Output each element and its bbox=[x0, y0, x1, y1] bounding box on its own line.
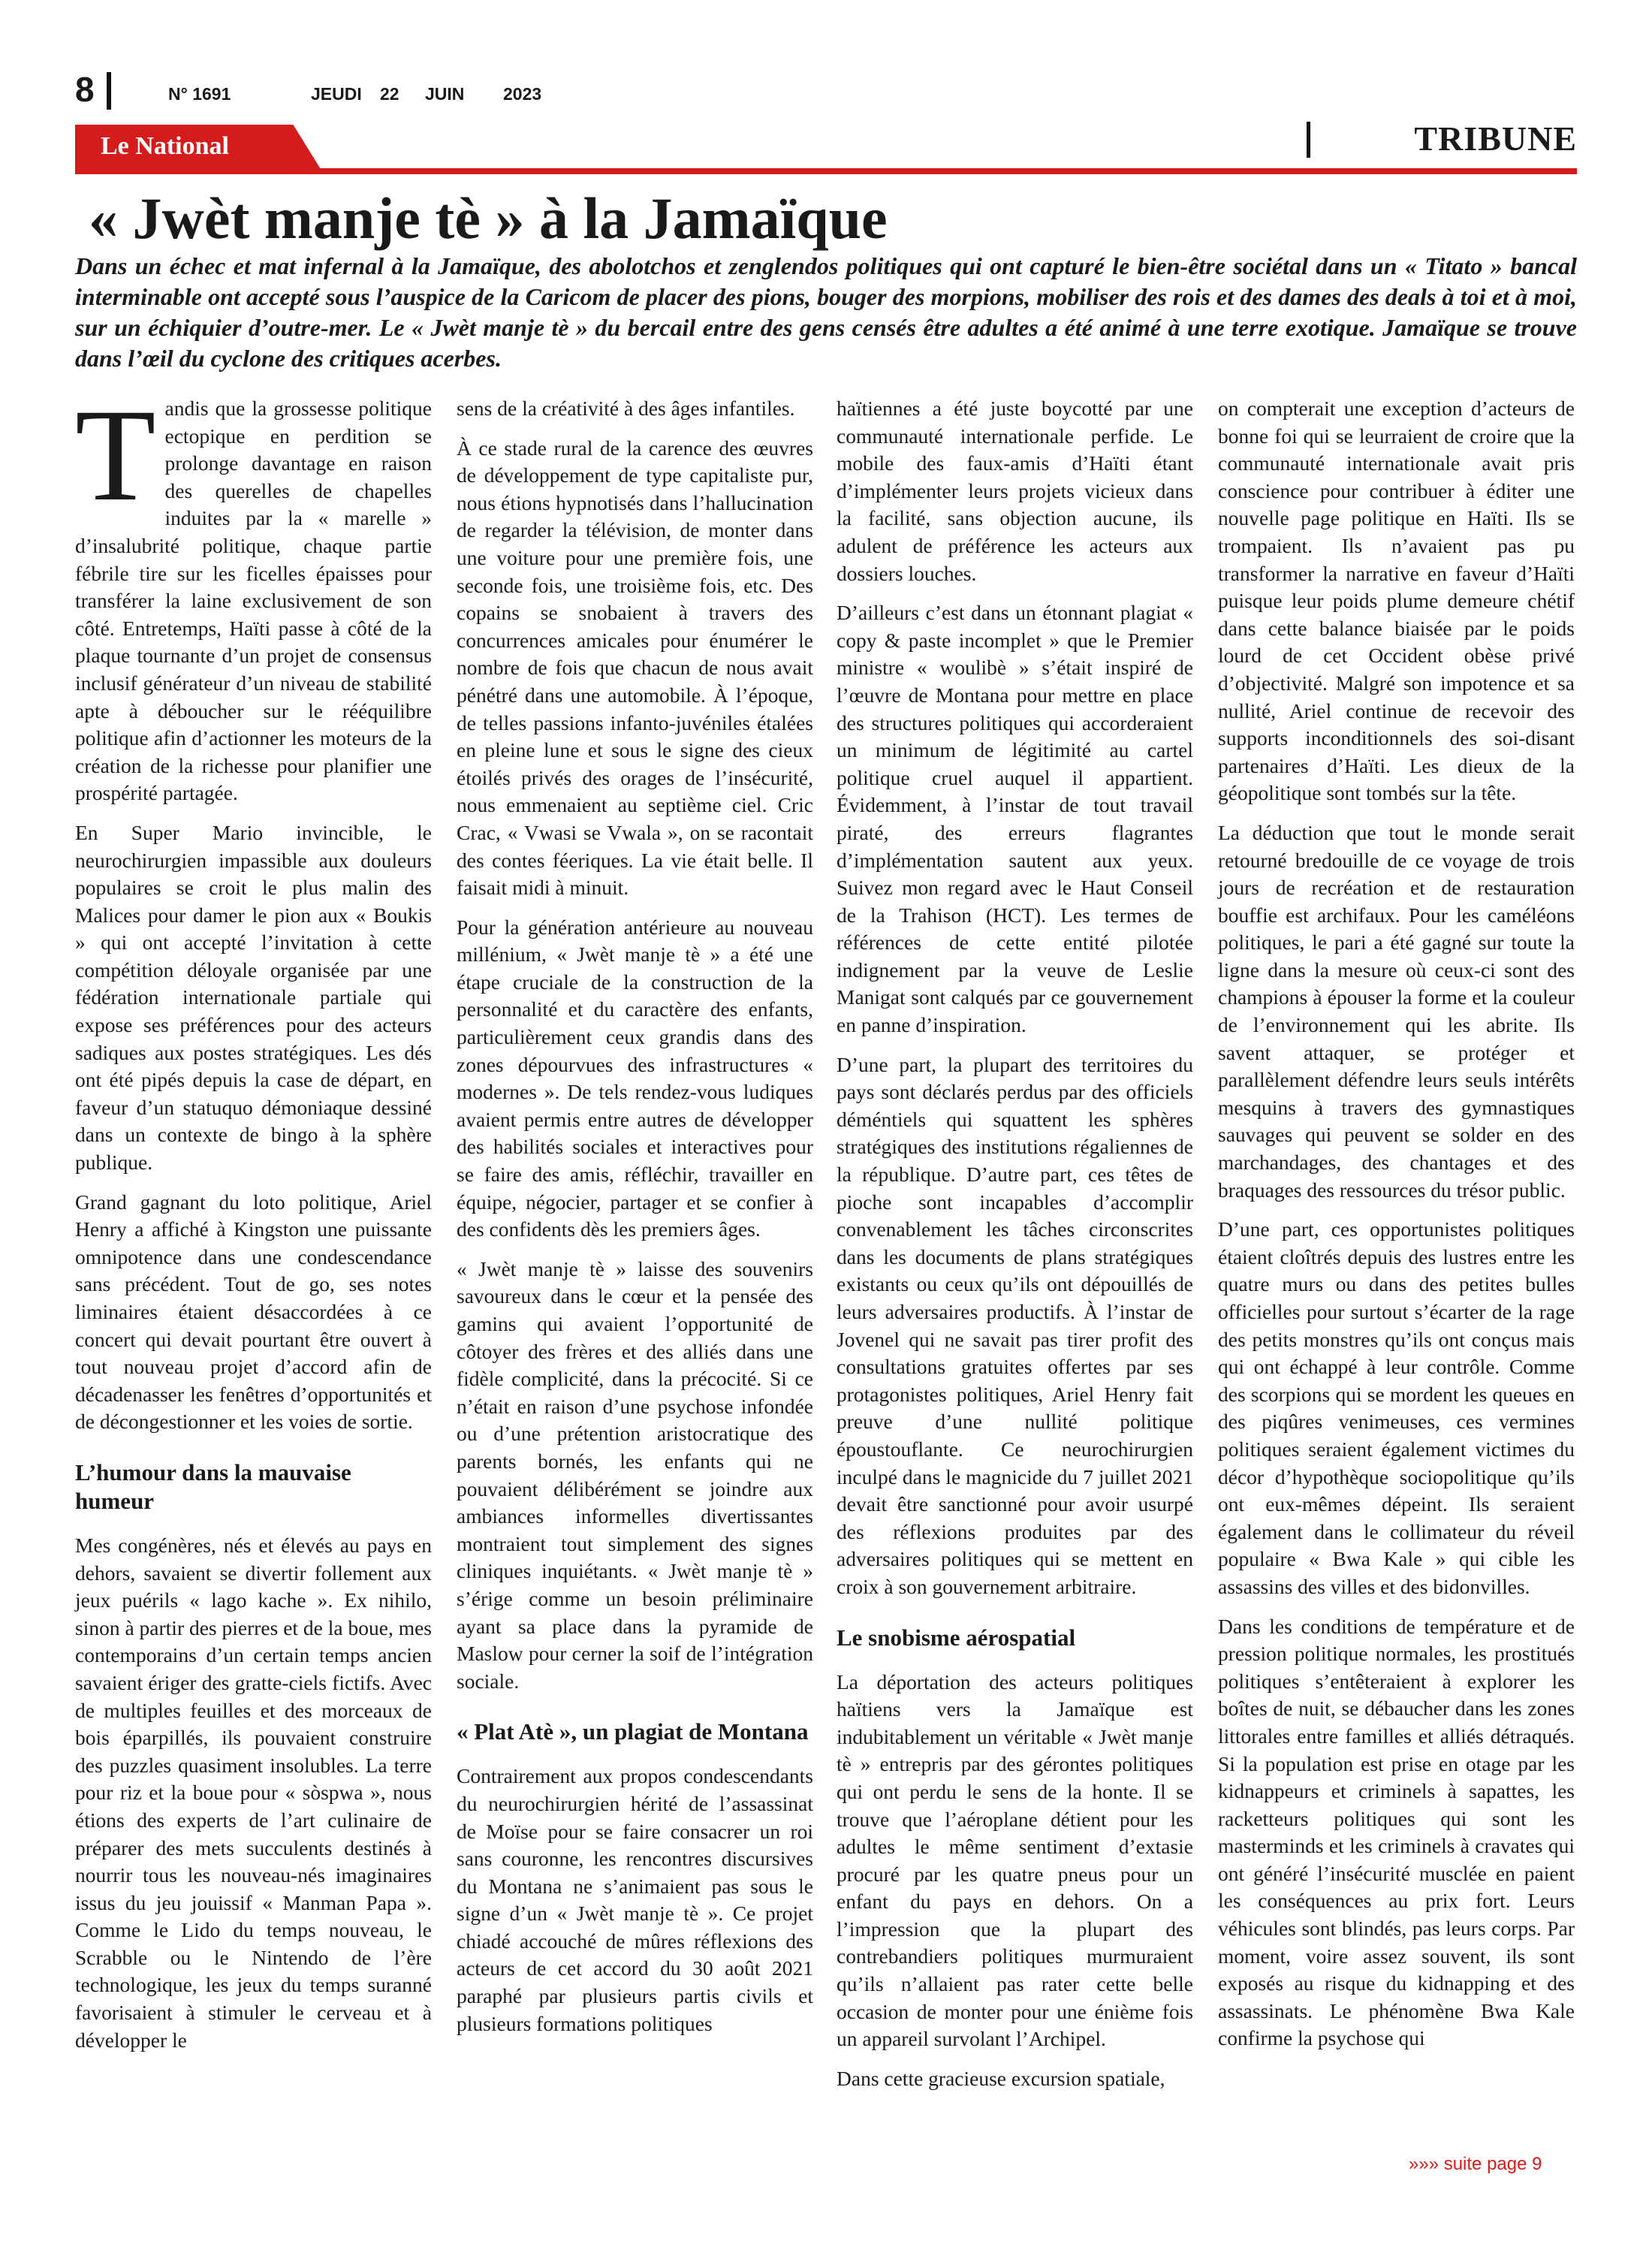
page-number: 8 bbox=[75, 70, 95, 109]
paragraph: Grand gagnant du loto politique, Ariel Henry a affiché à Kingston une puissante omnipotence dans une condescendance sans précédent. Tout de go, ses notes liminaires étaient désaccordées à ce concert qui devait pourtant être ouvert à tout nouveau projet d’accord afin de décadenasser les fenêtres d’opportunités et de décongestionner et les voies de sortie. bbox=[75, 1190, 432, 1434]
paragraph: Pour la génération antérieure au nouveau millénium, « Jwèt manje tè » a été une étape cruciale de la construction de la personnalité et du caractère des enfants, particulièrement ceux grandis dans des zones dépourvues des infrastructures « modernes ». De tels rendez-vous ludiques avaient permis entre autres de développer des habilités sociales et interactives pour se faire des amis, réfléchir, travailler en équipe, négocier, partager et se confier à des confidents dès les premiers âges. bbox=[457, 915, 813, 1241]
paragraph: sens de la créativité à des âges infantiles. bbox=[457, 397, 795, 420]
article-column-2 bbox=[457, 395, 813, 2049]
paragraph-text: andis que la grossesse politique ectopique en perdition se prolonge davantage en raison des querelles de chapelles induites par la « marelle » d’insalubrité politique, chaque partie fébrile tire sur les ficelles épaisses pour transférer la laine exclusivement de son côté. Entretemps, Haïti passe à côté de la plaque tournante d’un projet de consensus inclusif générateur d’un niveau de stabilité apte à déboucher sur le rééquilibre politique afin d’actionner les moteurs de la création de la richesse pour planifier une prospérité partagée. bbox=[75, 397, 432, 805]
paragraph: on compterait une exception d’acteurs de bonne foi qui se leurraient de croire que la communauté internationale avait pris conscience pour contribuer à éditer une nouvelle page politique en Haïti. Ils se trompaient. Ils n’avaient pas pu transformer la narrative en faveur d’Haïti puisque leur poids plume demeure chétif dans cette balance biaisée par le poids lourd de cet Occident obèse privé d’objectivité. Malgré son impotence et sa nullité, Ariel continue de recevoir des supports inconditionnels des soi-disant partenaires d’Haïti. Les dieux de la géopolitique sont tombés sur la tête. bbox=[1218, 397, 1575, 805]
header-rule bbox=[75, 168, 1577, 174]
issue-day: JEUDI bbox=[311, 84, 362, 104]
issue-number: N° 1691 bbox=[168, 84, 231, 104]
paragraph: Mes congénères, nés et élevés au pays en dehors, savaient se divertir follement aux jeux puérils « lago kache ». Ex nihilo, sinon à partir des pierres et de la boue, mes contemporains d’un certain temps ancien savaient ériger des gratte-ciels fictifs. Avec de multiples feuilles et des morceaux de bois éparpillés, ils pouvaient construire des puzzles quasiment insolubles. La terre pour riz et la boue pour « sòspwa », nous étions des experts de l’art culinaire de préparer des mets succulents destinés à nourrir tous les nouveau-nés imaginaires issus du jeu jouissif « Manman Papa ». Comme le Lido du temps nouveau, le Scrabble ou le Nintendo de l’ère technologique, les jeux du temps suranné favorisaient à stimuler le cerveau et à développer le bbox=[75, 1533, 432, 2052]
issue-year: 2023 bbox=[503, 84, 542, 104]
continuation-link[interactable]: »»» suite page 9 bbox=[1409, 2154, 1542, 2174]
section-label: TRIBUNE bbox=[1414, 119, 1577, 158]
paragraph: D’une part, ces opportunistes politiques étaient cloîtrés depuis des lustres entre les quatre murs ou dans des petites bulles officielles pour surtout s’écarter de la rage des petits monstres qu’ils ont conçus mais qui ont échappé à leur contrôle. Comme des scorpions qui se mordent les queues en des piqûres venimeuses, ces vermines politiques seraient également victimes du décor d’hypothèque sociopolitique qu’ils ont eux-mêmes dépeint. Ils seraient également dans le collimateur du réveil populaire « Bwa Kale » qui cible les assassins des villes et des bidonvilles. bbox=[1218, 1217, 1575, 1598]
article-column-1 bbox=[75, 382, 432, 2066]
paragraph: D’ailleurs c’est dans un étonnant plagiat « copy & paste incomplet » que le Premier ministre « woulibè » s’était inspiré de l’œuvre de Montana pour mettre en place des structures politiques qui accorderaient un minimum de légitimité au cartel politique cruel auquel il appartient. Évidemment, à l’instar de tout travail piraté, des erreurs flagrantes d’implémentation sautent aux yeux. Suivez mon regard avec le Haut Conseil de la Trahison (HCT). Les termes de références de cette entité pilotée indignement par la veuve de Leslie Manigat sont calqués par ce gouvernement en panne d’inspiration. bbox=[837, 601, 1193, 1037]
paragraph: Dans cette gracieuse excursion spatiale, bbox=[837, 2066, 1165, 2090]
paragraph: Contrairement aux propos condescendants du neurochirurgien hérité de l’assassinat de Moïse pour se faire consacrer un roi sans couronne, les rencontres discursives du Montana ne s’animaient pas sous le signe d’un « Jwèt manje tè ». Ce projet chiadé accouché de mûres réflexions des acteurs de cet accord du 30 août 2021 paraphé par plusieurs partis civils et plusieurs formations politiques bbox=[457, 1764, 813, 2035]
paragraph: La déduction que tout le monde serait retourné bredouille de ce voyage de trois jours de recréation et de restauration bouffie est archifaux. Pour les caméléons politiques, le pari a été gagné sur toute la ligne dans la mesure où ceux-ci sont des champions à épouser la forme et la couleur de l’environnement qui les abrite. Ils savent attaquer, se protéger et parallèlement défendre leurs seuls intérêts mesquins à travers des gymnastiques sauvages qui peuvent se solder en des marchandages, des chantages et des braquages des ressources du trésor public. bbox=[1218, 820, 1575, 1202]
article-column-3 bbox=[837, 395, 1193, 2104]
subheading: Le snobisme aérospatial bbox=[837, 1624, 1076, 1651]
paragraph: À ce stade rural de la carence des œuvres de développement de type capitaliste pur, nous étions hypnotisés dans l’hallucination de regarder la télévision, de monter dans une voiture pour une première fois, une seconde fois, une troisième fois, etc. Des copains se snobaient à travers des concurrences amicales pour énumérer le nombre de fois que chacun de nous avait pénétré dans une automobile. À l’époque, de telles passions infanto-juvéniles étalées en pleine lune et sous le signe des cieux étoilés privés des orages de l’insécurité, nous emmenaient au septième ciel. Cric Crac, « Vwasi se Vwala », on se racontait des contes féeriques. La vie était belle. Il faisait midi à minuit. bbox=[457, 436, 813, 900]
article-title: « Jwèt manje tè » à la Jamaïque bbox=[89, 185, 888, 251]
subheading: L’humour dans la mauvaise humeur bbox=[75, 1458, 351, 1514]
paragraph bbox=[75, 382, 432, 807]
article-lead: Dans un échec et mat infernal à la Jamaïque, des abolotchos et zenglendos politiques qui ont capturé le bien-être sociétal dans un « Titato » bancal interminable ont accepté sous l’auspice de la Caricom de placer des pions, bouger des morpions, mobiliser des rois et des dames des deals à toi et à moi, sur un échiquier d’outre-mer. Le « Jwèt manje tè » du bercail entre des gens censés être adultes a été animé à une terre exotique. Jamaïque se trouve dans l’œil du cyclone des critiques acerbes. bbox=[75, 252, 1577, 372]
paragraph: D’une part, la plupart des territoires du pays sont déclarés perdus par des officiels déméntiels qui squattent les sphères stratégiques des institutions régaliennes de la république. D’autre part, ces têtes de pioche sont incapables d’accomplir convenablement les tâches circonscrites dans les documents de plans stratégiques existants ou ceux qu’ils ont dépouillés de leurs adversaires productifs. À l’instar de Jovenel qui ne savait pas tirer profit des consultations gratuites offertes par ses protagonistes politiques, Ariel Henry fait preuve d’une nullité politique époustouflante. Ce neurochirurgien inculpé dans le magnicide du 7 juillet 2021 devait être sanctionné pour avoir usurpé des réflexions produites par des adversaires politiques qui se mettent en croix à son gouvernement arbitraire. bbox=[837, 1052, 1193, 1598]
paragraph: La déportation des acteurs politiques haïtiens vers la Jamaïque est indubitablement un véritable « Jwèt manje tè » entrepris par des gérontes politiques qui ont perdu le sens de la honte. Il se trouve que l’aéroplane détient pour les adultes le même sentiment d’extasie procuré par les quatre pneus pour un enfant du pays en dehors. On a l’impression que la plupart des contrebandiers politiques murmuraient qu’ils n’allaient pas rater cette belle occasion de monter pour une énième fois un appareil survolant l’Archipel. bbox=[837, 1669, 1193, 2051]
paragraph: haïtiennes a été juste boycotté par une communauté internationale perfide. Le mobile des faux-amis d’Haïti étant d’implémenter leurs projets vicieux dans la facilité, sans objection aucune, ils adulent de préférence les acteurs aux dossiers louches. bbox=[837, 397, 1193, 585]
paragraph: Dans les conditions de température et de pression politique normales, les prostitués politiques s’entêteraient à explorer les boîtes de nuit, se débaucher dans les zones littorales entre familles et alliés détraqués. Si la population est prise en otage par les kidnappeurs et criminels à sapattes, les racketteurs politiques qui sont les masterminds et les criminels à cravates qui ont généré l’insécurité musclée en paient les conséquences au prix fort. Leurs véhicules sont blindés, pas leurs corps. Par moment, voire assez souvent, ils sont exposés au risque du kidnapping et des assassinats. Le phénomène Bwa Kale confirme la psychose qui bbox=[1218, 1614, 1575, 2050]
section-divider bbox=[1307, 122, 1310, 158]
masthead-title: Le National bbox=[101, 132, 229, 160]
page-number-divider bbox=[107, 72, 111, 110]
article-column-4 bbox=[1218, 395, 1575, 2064]
subheading: « Plat Atè », un plagiat de Montana bbox=[457, 1718, 809, 1745]
issue-month: JUIN bbox=[425, 84, 465, 104]
issue-date-number: 22 bbox=[380, 84, 399, 104]
dropcap: T bbox=[75, 382, 156, 529]
paragraph: En Super Mario invincible, le neurochirurgien impassible aux douleurs populaires se croit le plus malin des Malices pour damer le pion aux « Boukis » qui ont accepté l’invitation à cette compétition déloyale organisée par une fédération internationale partiale qui expose ses préférences pour des acteurs sadiques aux postes stratégiques. Les dés ont été pipés depuis la case de départ, en faveur d’un statuquo démoniaque dessiné dans un contexte de bingo à la sphère publique. bbox=[75, 820, 432, 1175]
paragraph: « Jwèt manje tè » laisse des souvenirs savoureux dans le cœur et la pensée des gamins qui avaient l’opportunité de côtoyer des frères et des alliés dans une fidèle complicité, dans la précocité. Si ce n’était en raison d’une psychose infondée ou d’une prétention aristocratique des parents bornés, les enfants qui ne pouvaient délibérément se joindre aux ambiances informelles divertissantes montraient tout simplement des signes cliniques inquiétants. « Jwèt manje tè » s’érige comme un besoin préliminaire ayant sa place dans la pyramide de Maslow pour cerner la soif de l’intégration sociale. bbox=[457, 1256, 813, 1693]
